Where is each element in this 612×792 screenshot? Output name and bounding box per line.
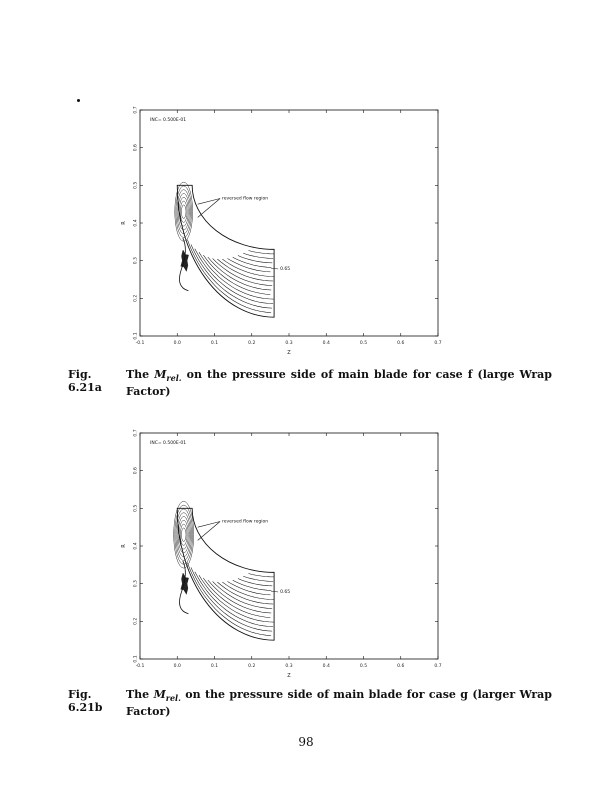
x-tick-label: 0.2	[248, 664, 256, 669]
y-tick-label: 0.7	[133, 429, 139, 437]
figure-caption-a	[68, 368, 552, 398]
increment-label: INC= 0.500E-01	[150, 118, 187, 123]
y-tick-label: 0.1	[133, 655, 139, 663]
contour-plot-b	[110, 423, 450, 683]
figure-caption-text: The $M_{rel.}$ on the pressure side of main blade for case g (larger Wrap Factor)	[126, 688, 552, 719]
contour-plot-b-svg	[110, 423, 450, 683]
contour-plot-a-svg	[110, 100, 450, 360]
reversed-flow-label: reversed flow region	[221, 196, 269, 202]
y-tick-label: 0.4	[133, 542, 139, 550]
contour-value-label: 0.65	[280, 590, 291, 596]
mach-symbol: M	[153, 688, 166, 701]
passage-outline	[177, 185, 274, 317]
x-tick-label: 0.4	[322, 664, 330, 669]
y-tick-label: 0.7	[133, 106, 139, 114]
x-tick-label: 0.1	[210, 664, 219, 669]
mach-symbol: M	[154, 368, 167, 381]
x-tick-label: 0.6	[397, 664, 405, 669]
x-tick-label: 0.4	[322, 341, 330, 346]
x-tick-label: 0.3	[285, 664, 293, 669]
x-axis-title: Z	[287, 673, 291, 679]
figure-caption-b	[68, 688, 552, 718]
mach-subscript: rel.	[165, 693, 181, 704]
y-axis-title: R	[121, 221, 127, 225]
y-tick-label: 0.6	[133, 144, 139, 152]
increment-label: INC= 0.500E-01	[150, 441, 187, 446]
page-dot-mark	[77, 99, 80, 102]
figure-number: Fig. 6.21a	[68, 368, 102, 394]
x-tick-label: -0.1	[135, 664, 145, 669]
contour-value-label: 0.65	[280, 267, 291, 273]
y-tick-label: 0.2	[133, 617, 139, 625]
passage-outline	[177, 508, 274, 640]
y-tick-label: 0.5	[133, 181, 139, 189]
x-tick-label: 0.6	[397, 341, 405, 346]
x-tick-label: 0.3	[285, 341, 293, 346]
y-tick-label: 0.6	[133, 467, 139, 475]
page-number: 98	[298, 735, 314, 749]
y-tick-label: 0.5	[133, 504, 139, 512]
y-tick-label: 0.4	[133, 219, 139, 227]
x-tick-label: 0.5	[359, 341, 368, 346]
x-tick-label: 0.0	[173, 341, 181, 346]
figure-caption-text: The $M_{rel.}$ on the pressure side of main blade for case f (large Wrap Factor)	[126, 368, 553, 399]
x-tick-label: 0.7	[434, 664, 442, 669]
y-tick-label: 0.3	[133, 580, 139, 588]
y-tick-label: 0.1	[133, 332, 139, 340]
x-tick-label: 0.5	[359, 664, 368, 669]
x-tick-label: -0.1	[135, 341, 145, 346]
x-tick-label: 0.0	[173, 664, 181, 669]
contour-plot-a	[110, 100, 450, 360]
mach-subscript: rel.	[166, 373, 182, 384]
x-tick-label: 0.1	[210, 341, 219, 346]
x-axis-title: Z	[287, 350, 291, 356]
y-axis-title: R	[121, 544, 127, 548]
reversed-flow-label: reversed flow region	[221, 519, 269, 525]
figure-number: Fig. 6.21b	[68, 688, 103, 714]
x-tick-label: 0.7	[434, 341, 442, 346]
y-tick-label: 0.3	[133, 257, 139, 265]
x-tick-label: 0.2	[248, 341, 256, 346]
y-tick-label: 0.2	[133, 294, 139, 302]
